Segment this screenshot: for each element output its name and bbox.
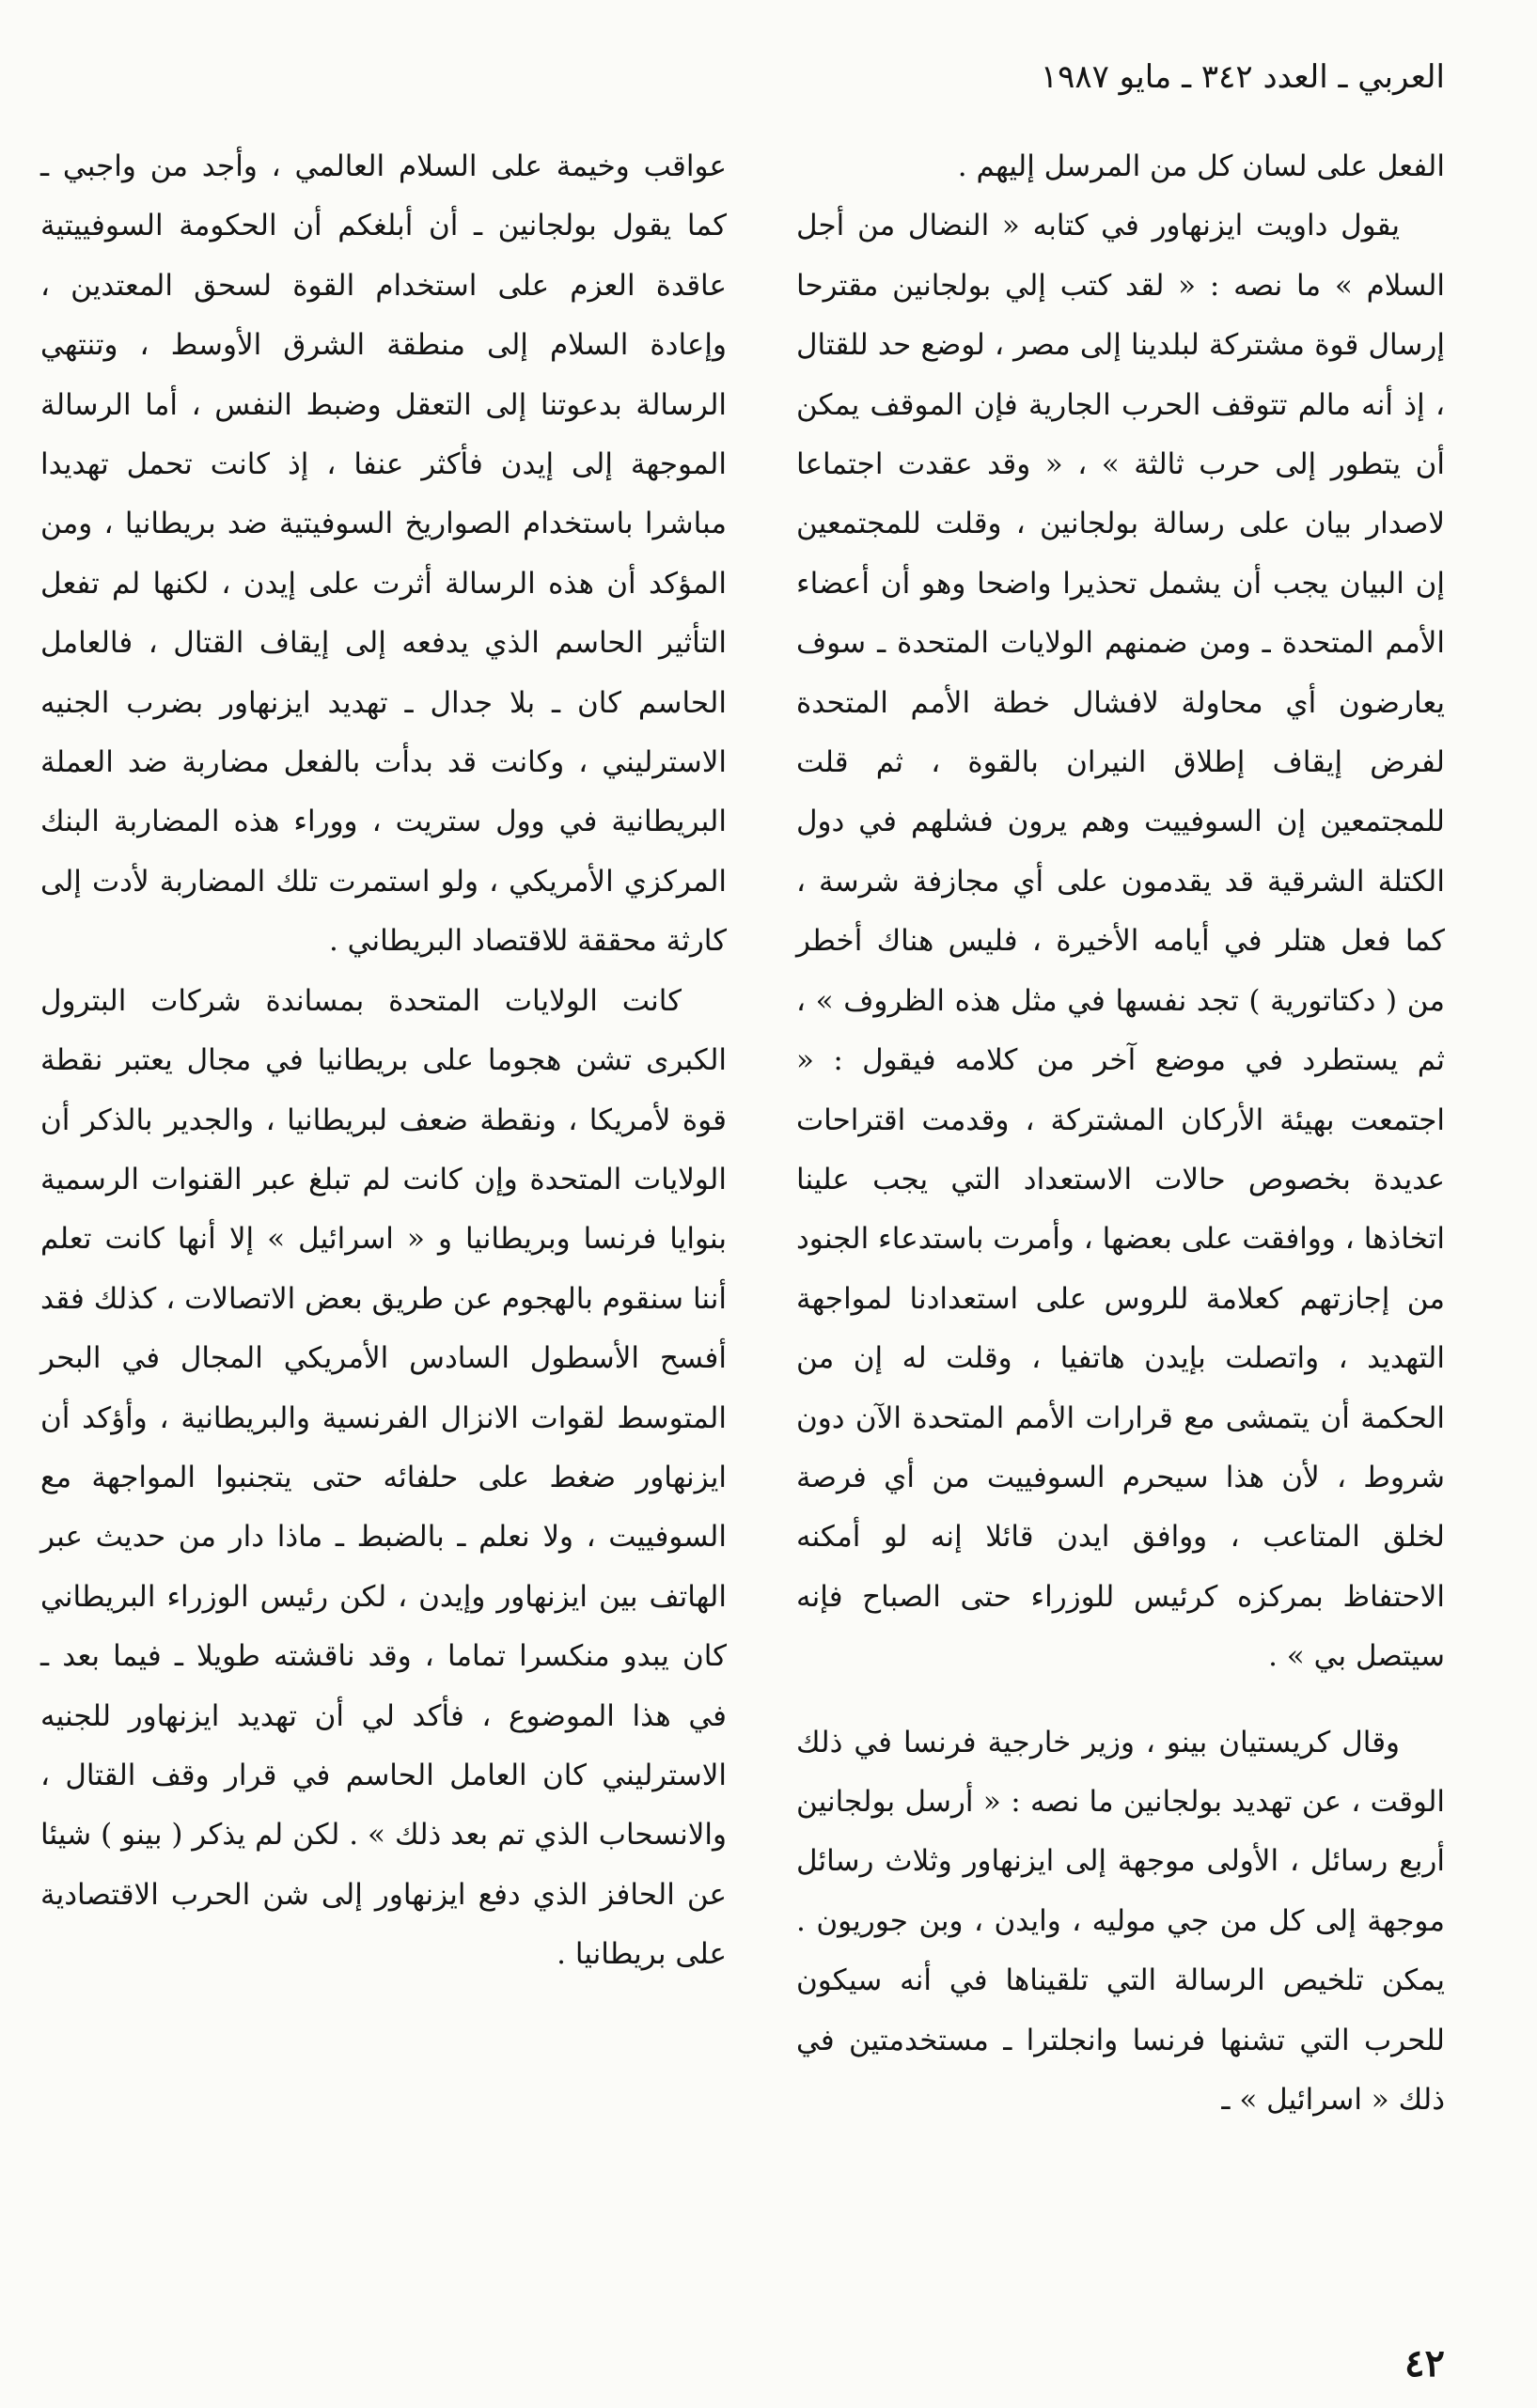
paragraph-pineau-quote: وقال كريستيان بينو ، وزير خارجية فرنسا في ذلك الوقت ، عن تهديد بولجانين ما نصه : « أرسل بولجانين أربع رسائل ، الأولى موجهة إلى ايزنهاور وثلاث رسائل موجهة إلى كل من جي موليه ، وايدن ، وبن جوريون . يمكن تلخيص الرسالة التي تلقيناها في أنه سيكون للحرب التي تشنها فرنسا وانجلترا ـ مستخدمتين في ذلك « اسرائيل » ـ [796,1725,1445,2117]
paragraph-continuation: الفعل على لسان كل من المرسل إليهم . [957,149,1445,183]
running-header: العربي ـ العدد ٣٤٢ ـ مايو ١٩٨٧ [1040,58,1445,96]
page-number: ٤٢ [1404,2341,1445,2385]
paragraph-us-pressure: كانت الولايات المتحدة بمساندة شركات البترول الكبرى تشن هجوما على بريطانيا في مجال يعتبر نقطة قوة لأمريكا ، ونقطة ضعف لبريطانيا ، والجدير بالذكر أن الولايات المتحدة وإن كانت لم تبلغ عبر القنوات الرسمية بنوايا فرنسا وبريطانيا و « اسرائيل » إلا أنها كانت تعلم أننا سنقوم بالهجوم عن طريق بعض الاتصالات ، كذلك فقد أفسح الأسطول السادس الأمريكي المجال في البحر المتوسط لقوات الانزال الفرنسية والبريطانية ، وأؤكد أن ايزنهاور ضغط على حلفائه حتى يتجنبوا المواجهة مع السوفييت ، ولا نعلم ـ بالضبط ـ ماذا دار من حديث عبر الهاتف بين ايزنهاور وإيدن ، لكن رئيس الوزراء البريطاني كان يبدو منكسرا تماما ، وقد ناقشته طويلا ـ فيما بعد ـ في هذا الموضوع ، فأكد لي أن تهديد ايزنهاور للجنيه الاسترليني كان العامل الحاسم في قرار وقف القتال ، والانسحاب الذي تم بعد ذلك » . لكن لم يذكر ( بينو ) شيئا عن الحافز الذي دفع ايزنهاور إلى شن الحرب الاقتصادية على بريطانيا . [40,983,727,1972]
paragraph-eisenhower-quote: يقول داويت ايزنهاور في كتابه « النضال من أجل السلام » ما نصه : « لقد كتب إلي بولجانين مقترحا إرسال قوة مشتركة لبلدينا إلى مصر ، لوضع حد للقتال ، إذ أنه مالم تتوقف الحرب الجارية فإن الموقف يمكن أن يتطور إلى حرب ثالثة » ، « وقد عقدت اجتماعا لاصدار بيان على رسالة بولجانين ، وقلت للمجتمعين إن البيان يجب أن يشمل تحذيرا واضحا وهو أن أعضاء الأمم المتحدة ـ ومن ضمنهم الولايات المتحدة ـ سوف يعارضون أي محاولة لافشال خطة الأمم المتحدة لفرض إيقاف إطلاق النيران بالقوة ، ثم قلت للمجتمعين إن السوفييت وهم يرون فشلهم في دول الكتلة الشرقية قد يقدمون على أي مجازفة شرسة ، كما فعل هتلر في أيامه الأخيرة ، فليس هناك أخطر من ( دكتاتورية ) تجد نفسها في مثل هذه الظروف » ، ثم يستطرد في موضع آخر من كلامه فيقول : « اجتمعت بهيئة الأركان المشتركة ، وقدمت اقتراحات عديدة بخصوص حالات الاستعداد التي يجب علينا اتخاذها ، ووافقت على بعضها ، وأمرت باستدعاء الجنود من إجازتهم كعلامة للروس على استعدادنا لمواجهة التهديد ، واتصلت بإيدن هاتفيا ، وقلت له إن من الحكمة أن يتمشى مع قرارات الأمم المتحدة الآن دون شروط ، لأن هذا سيحرم السوفييت من أي فرصة لخلق المتاعب ، ووافق ايدن قائلا إنه لو أمكنه الاحتفاظ بمركزه كرئيس للوزراء حتى الصباح فإنه سيتصل بي » . [796,209,1445,1674]
paragraph-bulganin-letters: عواقب وخيمة على السلام العالمي ، وأجد من واجبي ـ كما يقول بولجانين ـ أن أبلغكم أن الحكومة السوفييتية عاقدة العزم على استخدام القوة لسحق المعتدين ، وإعادة السلام إلى منطقة الشرق الأوسط ، وتنتهي الرسالة بدعوتنا إلى التعقل وضبط النفس ، أما الرسالة الموجهة إلى إيدن فأكثر عنفا ، إذ كانت تحمل تهديدا مباشرا باستخدام الصواريخ السوفيتية ضد بريطانيا ، ومن المؤكد أن هذه الرسالة أثرت على إيدن ، لكنها لم تفعل التأثير الحاسم الذي يدفعه إلى إيقاف القتال ، فالعامل الحاسم كان ـ بلا جدال ـ تهديد ايزنهاور بضرب الجنيه الاسترليني ، وكانت قد بدأت بالفعل مضاربة ضد العملة البريطانية في وول ستريت ، ووراء هذه المضاربة البنك المركزي الأمريكي ، ولو استمرت تلك المضاربة لأدت إلى كارثة محققة للاقتصاد البريطاني . [40,149,727,959]
left-column [40,137,727,1985]
right-column [796,137,1445,2130]
